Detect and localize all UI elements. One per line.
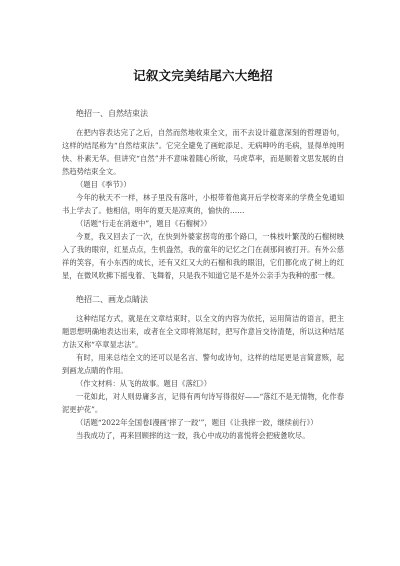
example-paragraph: 今年的秋天不一样，林子里没有落叶，小根带着他离开后学校寄来的学费全免通知书上学去了。他相信，明年的夏天是凉爽的，愉快的…… [62, 193, 344, 215]
section-2-paragraph: 这种结尾方式，就是在文章结束时，以全文的内容为依托，运用简洁的语言，把主题思想明确地表达出来，或者在全文即将煞尾时，把写作意旨交待清楚，所以这种结尾方法又称“卒章显志法”。 [62, 314, 344, 349]
example-title-note: （话题“行走在消逝中”，题目《石榴树》） [76, 219, 212, 228]
example-title-note: （话题“2022年全国卷Ⅰ漫画‘摔了一跤’”，题目《让我摔一跤，继续前行》） [76, 418, 318, 427]
section-2-paragraph: 有时，用来总结全文的还可以是名言、警句或诗句，这样的结尾更是言简意赅，起到画龙点睛的作用。 [62, 353, 344, 375]
section-1-paragraph: 在把内容表达完了之后，自然而然地收束全文，而不去设计蕴意深刻的哲理语句，这样的结尾称为“自然结束法”。它完全避免了画蛇添足、无病呻吟的毛病，显得单纯明快、朴素无华。但讲究“自然”并不意味着随心所欲，马虎草率，而是顺着文思发展的自然趋势结束全文。 [62, 128, 344, 176]
example-title-note: （题目《季节》） [76, 180, 131, 189]
document-title: 记叙文完美结尾六大绝招 [133, 68, 273, 83]
example-paragraph: 今夏，我又回去了一次，在快到外婆家拐弯的那个路口，一株枝叶繁茂的石榴树映入了我的眼帘，红星点点，生机盎然，我的童年的记忆之门在刹那间被打开。有外公慈祥的笑容，有小东西的成长，还有又红又大的石榴和我的眼泪，它们都化成了树上的红星，在微风吹拂下摇曳着、飞舞着，只是我不知道它是不是外公亲手为我种的那一棵。 [62, 232, 344, 280]
section-1-heading: 绝招一、自然结束法 [76, 109, 148, 118]
example-title-note: （作文材料：从飞的故事。题目《落红》） [76, 379, 211, 388]
section-2-heading: 绝招二、画龙点睛法 [76, 295, 148, 304]
section-spacer [62, 282, 344, 294]
example-paragraph: 当我成功了，再来回顾摔的这一跤，我心中成功的喜悦将会把疲惫吹尽。 [76, 431, 310, 440]
example-paragraph: 一花如此，对人则毋庸多言，记得有两句诗写得很好——“落红不是无情物，化作春泥更护花”。 [62, 392, 344, 414]
